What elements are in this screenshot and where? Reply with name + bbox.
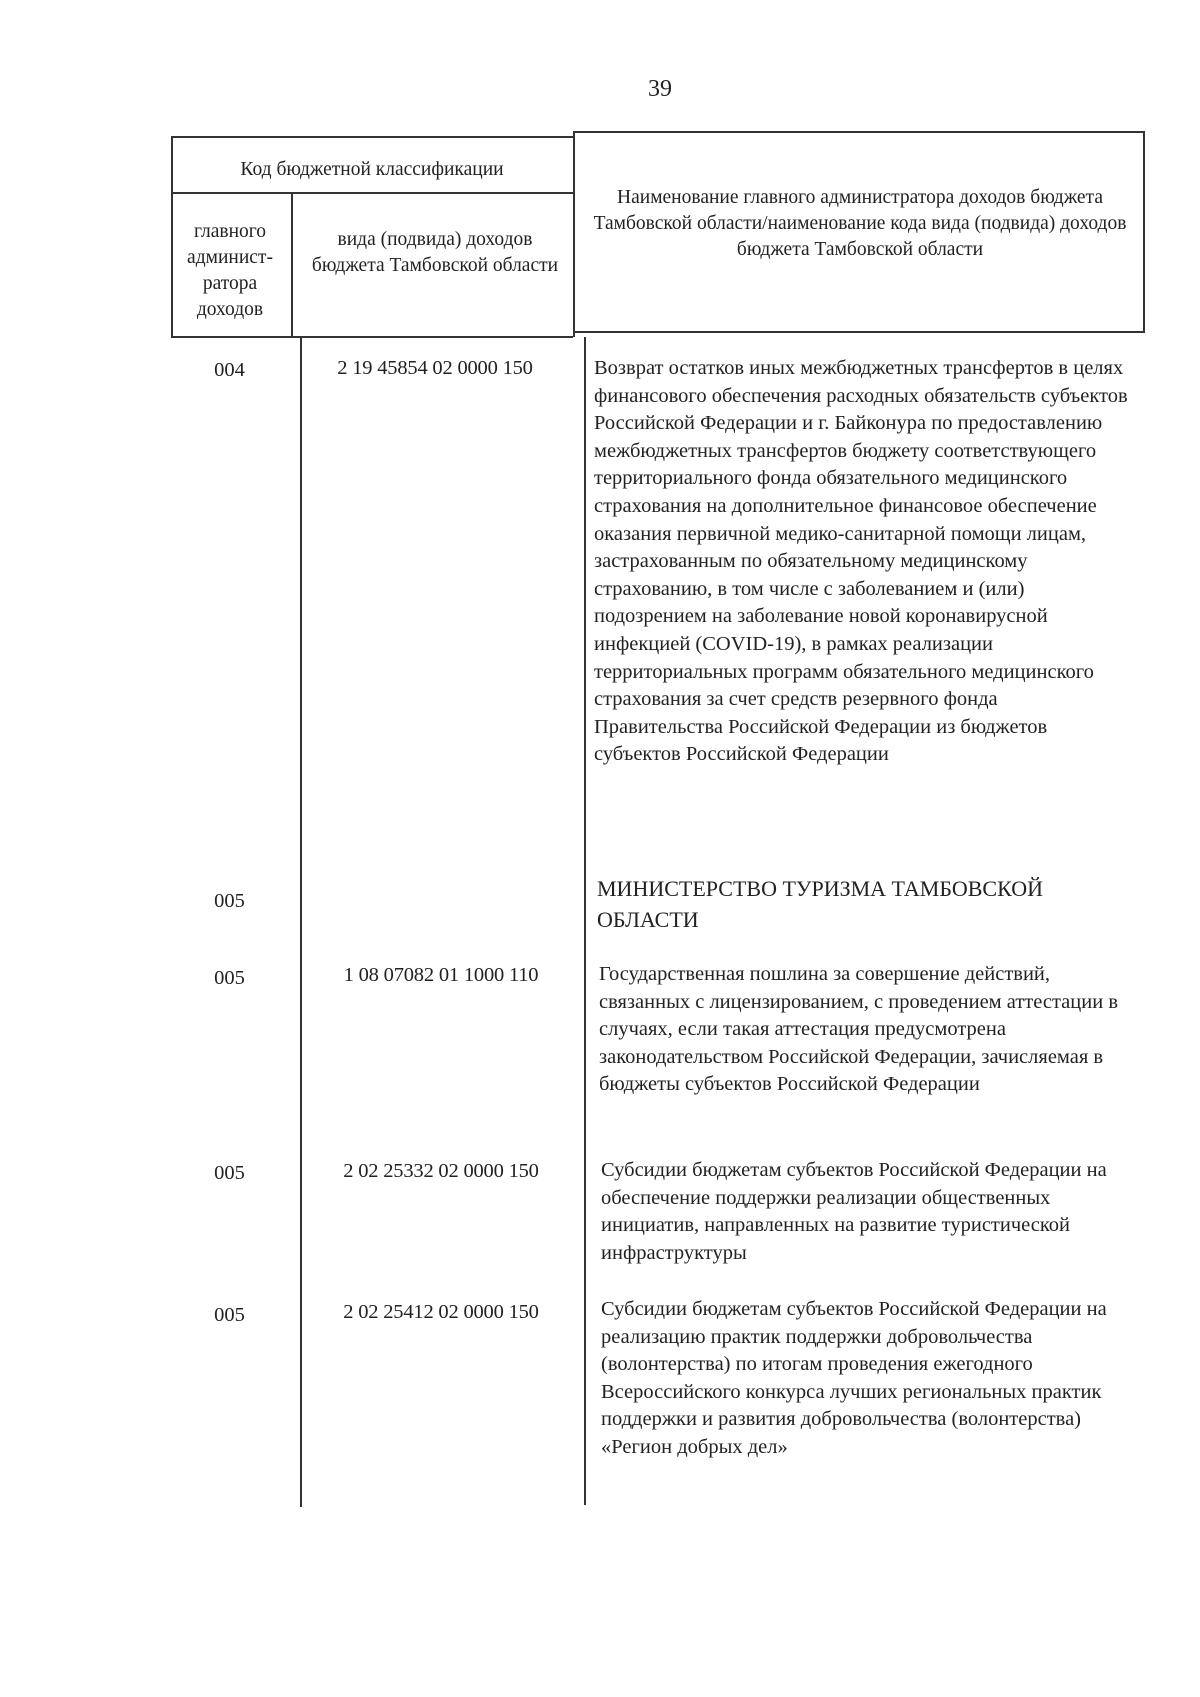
row-income-name: Субсидии бюджетам субъектов Российской Федерации на реализацию практик поддержки добровольчества (волонтерства) по итогам проведения ежегодного Всероссийского конкурса лучших региональных практик поддержки и развития добровольчества (волонтерства) «Регион добрых дел» (601, 1298, 1107, 1458)
row-admin-code: 005 (214, 967, 245, 989)
header-group-label: Код бюджетной классификации (240, 159, 504, 180)
row-admin-code: 004 (214, 359, 245, 381)
header-col-code: вида (подвида) доходов бюджета Тамбовской области (311, 229, 559, 276)
row-admin-code: 005 (214, 1162, 245, 1184)
body-divider-right (584, 337, 586, 1505)
header-col-admin: главного админист-ратора доходов (187, 221, 273, 320)
header-bottom-border-left (171, 336, 573, 338)
header-top-border-left (171, 136, 573, 138)
header-bottom-border-right (573, 331, 1144, 333)
row-income-name: Возврат остатков иных межбюджетных трансфертов в целях финансового обеспечения расходных обязательств субъектов Российской Федерации и г. Байконура по предоставлению межбюджетных трансфертов бюджету соответствующего территориального фонда обязательного медицинского страхования на дополнительное финансовое обеспечение оказания первичной медико-санитарной помощи лицам, застрахованным по обязательному медицинскому страхованию, в том числе с заболеванием и (или) подозрением на заболевание новой коронавирусной инфекцией (COVID-19), в рамках реализации территориальных программ обязательного медицинского страхования за счет средств резервного фонда Правительства Российской Федерации из бюджетов субъектов Российской Федерации (594, 357, 1128, 766)
header-divider-mid (573, 131, 575, 337)
header-subcol-divider (291, 192, 293, 337)
row-admin-code: 005 (214, 1304, 245, 1326)
page-number: 39 (648, 76, 672, 102)
body-divider-left (300, 337, 302, 1507)
row-income-name: Государственная пошлина за совершение действий, связанных с лицензированием, с проведением аттестации в случаях, если такая аттестация предусмотрена законодательством Российской Федерации, зачисляемая в бюджеты субъектов Российской Федерации (599, 963, 1118, 1096)
header-group-underline (171, 192, 573, 194)
row-income-name: МИНИСТЕРСТВО ТУРИЗМА ТАМБОВСКОЙ ОБЛАСТИ (597, 876, 1043, 932)
header-col-name: Наименование главного администратора доходов бюджета Тамбовской области/наименование кода вида (подвида) доходов бюджета Тамбовской области (593, 187, 1127, 260)
row-income-name: Субсидии бюджетам субъектов Российской Федерации на обеспечение поддержки реализации общественных инициатив, направленных на развитие туристической инфраструктуры (601, 1159, 1107, 1264)
row-income-code: 2 02 25412 02 0000 150 (343, 1301, 539, 1323)
row-admin-code: 005 (214, 890, 245, 912)
row-income-code: 2 19 45854 02 0000 150 (337, 357, 533, 379)
row-income-code: 1 08 07082 01 1000 110 (343, 964, 539, 986)
header-top-border-right (573, 131, 1144, 133)
row-income-code: 2 02 25332 02 0000 150 (343, 1160, 539, 1182)
header-right-border (1143, 131, 1145, 333)
